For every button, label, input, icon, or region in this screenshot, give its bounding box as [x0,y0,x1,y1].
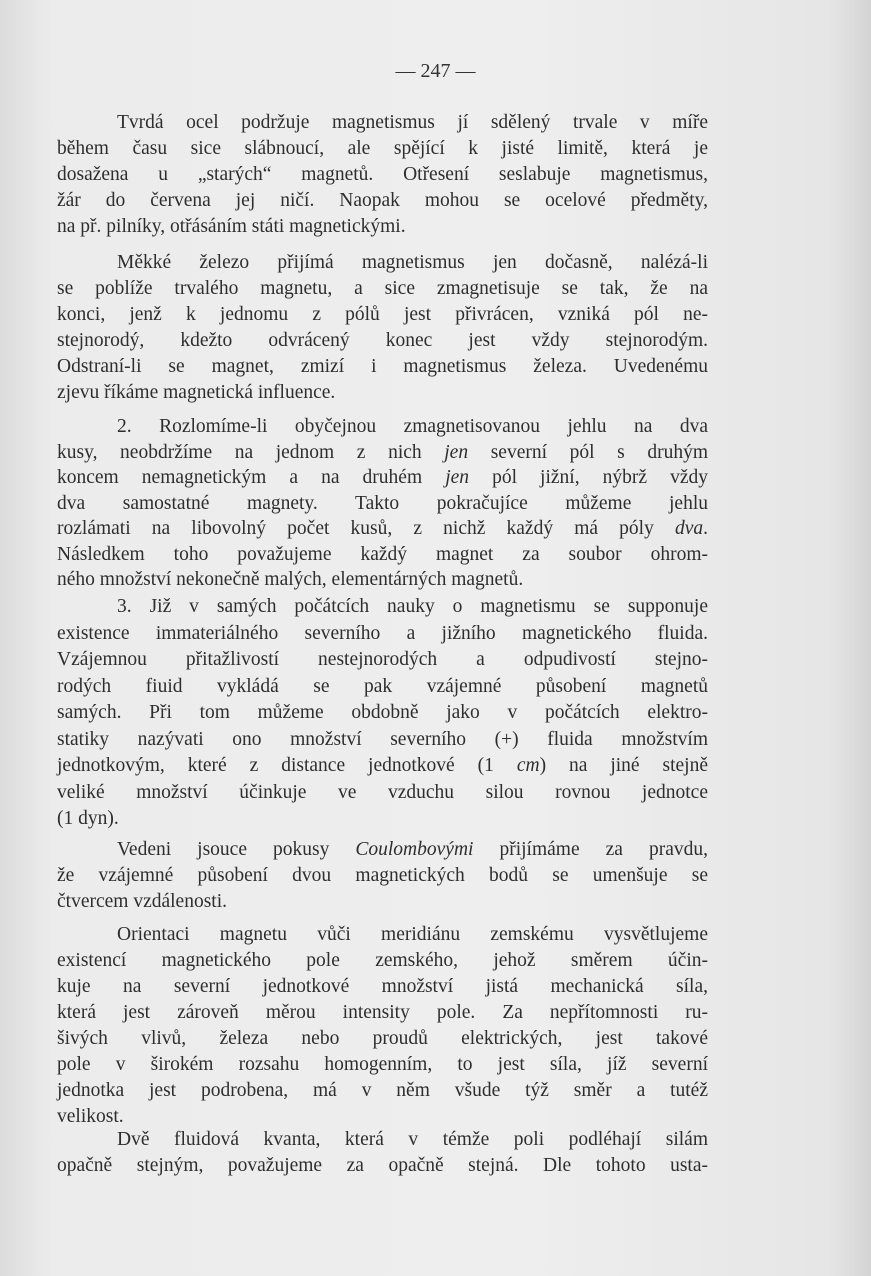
text-line [57,465,708,491]
text-segment: pól jižní, nýbrž vždy [469,467,708,488]
text-line: Orientaci magnetu vůči meridiánu zemskému vysvětlujeme [117,924,708,945]
text-line: čtvercem vzdálenosti. [57,891,228,912]
paragraph [57,250,708,406]
paragraph [57,594,708,833]
text-line: statiky nazývati ono množství severního (+) fluida množstvím [57,728,708,750]
italic-text: cm [516,755,540,776]
text-line: rodých fiuid vykládá se pak vzájemné působení magnetů [57,675,708,697]
text-line: žár do červena jej ničí. Naopak mohou se ocelové předměty, [57,190,708,211]
text-line: opačně stejným, považujeme za opačně stejná. Dle tohoto usta- [57,1155,708,1176]
text-line: že vzájemné působení dvou magnetických bodů se umenšuje se [57,865,708,886]
text-line: Dvě fluidová kvanta, která v témže poli podléhají silám [117,1129,708,1150]
text-line: stejnorodý, kdežto odvrácený konec jest vždy stejnorodým. [57,330,708,351]
text-line [57,837,708,863]
text-line: (1 dyn). [57,808,119,829]
text-segment: ) na jiné stejně [539,755,708,776]
italic-text: dva [674,518,704,539]
text-line: se poblíže trvalého magnetu, a sice zmagnetisuje se tak, že na [57,278,708,299]
text-line: kuje na severní jednotkové množství jistá mechanická síla, [57,976,708,997]
page-number: — 247 — [395,60,476,82]
text-line: na př. pilníky, otřásáním státi magnetickými. [57,216,406,237]
text-line: která jest zároveň měrou intensity pole. Za nepřítomnosti ru- [57,1002,708,1023]
italic-text: jen [445,467,470,488]
text-line: 2. Rozlomíme-li obyčejnou zmagnetisovanou jehlu na dva [117,416,708,437]
text-line: dva samostatné magnety. Takto pokračujíce můžeme jehlu [57,492,708,514]
text-segment: . [703,518,708,539]
text-line: šivých vlivů, železa nebo proudů elektrických, jest takové [57,1028,708,1049]
text-line: Měkké železo přijímá magnetismus jen dočasně, nalézá-li [117,252,708,273]
text-line: konci, jenž k jednomu z pólů jest přivrácen, vzniká pól ne- [57,304,708,325]
text-segment: Vedeni jsouce pokusy [117,839,356,860]
paragraph [57,837,708,915]
paragraph [57,414,708,593]
text-line: existence immateriálného severního a jižního magnetického fluida. [57,622,708,644]
text-line: Následkem toho považujeme každý magnet za soubor ohrom- [57,543,708,565]
text-segment: přijímáme za pravdu, [473,839,708,860]
italic-text: Coulombovými [355,839,474,860]
text-line: velikost. [57,1106,124,1127]
text-line: veliké množství účinkuje ve vzduchu silou rovnou jednotce [57,781,708,803]
text-line: zjevu říkáme magnetická influence. [57,382,336,403]
text-line: 3. Již v samých počátcích nauky o magnetismu se supponuje [117,596,708,617]
text-segment: kusy, neobdržíme na jednom z nich [57,441,445,463]
text-line: Odstraní-li se magnet, zmizí i magnetismus železa. Uvedenému [57,356,708,377]
text-line: Tvrdá ocel podržuje magnetismus jí sdělený trvale v míře [117,112,708,133]
text-segment: severní pól s druhým [468,441,708,463]
text-segment: rozlámati na libovolný počet kusů, z nichž každý má póly [57,518,675,539]
paragraph [57,1127,708,1179]
text-line [57,753,708,780]
paragraph [57,922,708,1130]
text-line: pole v širokém rozsahu homogenním, to jest síla, jíž severní [57,1054,708,1075]
paragraph [57,110,708,240]
italic-text: jen [444,441,469,463]
text-line [57,516,708,542]
text-line: Vzájemnou přitažlivostí nestejnorodých a odpudivostí stejno- [57,649,708,670]
text-line [57,440,708,466]
text-line: dosažena u „starých“ magnetů. Otřesení seslabuje magnetismus, [57,164,708,185]
text-line: ného množství nekonečně malých, elementárných magnetů. [57,569,524,590]
text-segment: koncem nemagnetickým a na druhém [57,467,446,488]
text-line: během času sice slábnoucí, ale spějící k jisté limitě, která je [57,138,708,159]
text-line: jednotka jest podrobena, má v něm všude týž směr a tutéž [57,1080,708,1101]
text-line: samých. Při tom můžeme obdobně jako v počátcích elektro- [57,702,708,723]
text-line: existencí magnetického pole zemského, jehož směrem účin- [57,950,708,971]
text-segment: jednotkovým, které z distance jednotkové (1 [57,755,517,776]
